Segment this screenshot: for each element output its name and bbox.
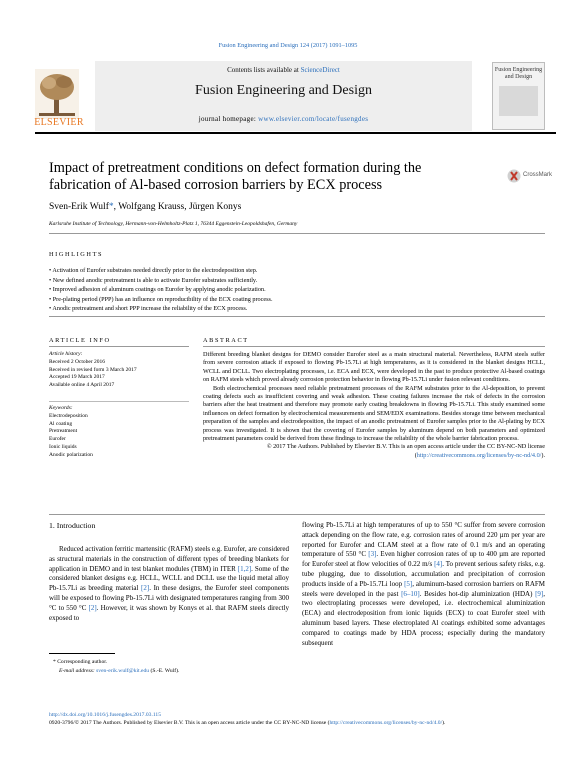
journal-cover-thumbnail <box>492 62 545 130</box>
homepage-link[interactable]: www.elsevier.com/locate/fusengdes <box>258 115 369 123</box>
elsevier-tree-logo <box>35 69 79 119</box>
keyword: Electrodeposition <box>49 412 88 419</box>
publisher-name: ELSEVIER <box>34 117 84 128</box>
highlight-item: • Pre-plating period (PPP) has an influence on reproducibility of the ECX coating process. <box>49 295 273 303</box>
citation-link[interactable]: [2] <box>88 603 97 612</box>
citation-link[interactable]: [2] <box>141 584 150 593</box>
journal-title: Fusion Engineering and Design <box>195 83 372 98</box>
corresponding-author-note: * Corresponding author. <box>53 659 108 665</box>
affiliation: Karlsruhe Institute of Technology, Hermann-von-Helmholtz-Platz 1, 76344 Eggenstein-Leopoldshafen, Germany <box>49 221 298 227</box>
cover-image <box>499 86 538 116</box>
history-label: Article history: <box>49 351 83 357</box>
keywords-label: Keywords: <box>49 404 73 411</box>
highlights-list <box>49 266 549 314</box>
body-text: . Some of the considered blanket designs e.g. HCLL, WCLL and DCLL use the liquid metal alloy Pb-15.7Li as breeding material <box>49 564 289 593</box>
footnote <box>49 658 289 676</box>
abstract-paragraph: Both electrochemical processes need reliable pretreatment processes of the RAFM substrates prior to the Al-deposition, to prevent coating defects such as insufficient covering and weak adhesion. These coating failures increase the risk of defects in the corrosion barriers after the heat treatment and therefore may promote early coating breakdowns in flowing Pb-15.7Li. This study examined some influences on defect formation by electrochemical measurements and SEM/EDX examinations. Besides storage time between mechanical preparation of the samples and electrodeposition, the impact of an anodic pretreatment of Eurofer samples prior to the Al-plating by ECX process was investigated. It is shown that the covering of Eurofer samples by aluminum depend on both parameters and optimized pretreatment parameters could be derived from these findings to increase the reliability of the whole barrier fabrication process. <box>203 384 545 443</box>
divider <box>49 346 189 347</box>
doi-link[interactable]: http://dx.doi.org/10.1016/j.fusengdes.2017.03.115 <box>49 712 162 718</box>
body-text: . Besides hot-dip aluminization (HDA) <box>419 589 536 598</box>
corresponding-mark[interactable]: * <box>108 202 114 212</box>
article-info-heading: ARTICLE INFO <box>49 337 111 344</box>
keyword: Al coating <box>49 420 73 427</box>
highlight-item: • Anodic pretreatment and short PPP increase the reliability of the ECX process. <box>49 305 248 313</box>
body-text: . To prevent serious safety risks, e.g. tube plugging, due to dissolution, accumulation and precipitation of corrosion products inside of a Pb-15.7Li loop <box>302 560 545 588</box>
page-footer <box>49 712 549 727</box>
intro-column-left <box>49 545 289 623</box>
highlight-item: • New defined anodic pretreatment is able to activate Eurofer substrates sufficiently. <box>49 276 258 284</box>
body-text: . However, it was shown by Konys et al. that RAFM steels directly exposed to <box>49 603 289 622</box>
journal-homepage: journal homepage: www.elsevier.com/locate/fusengdes <box>198 115 369 123</box>
header-rule <box>35 132 556 134</box>
sciencedirect-link[interactable]: ScienceDirect <box>300 66 340 74</box>
citation-link[interactable]: [5] <box>404 579 413 588</box>
body-text: . Even higher corrosion rates of up to 400 µm are reported for Eurofer steel at flow velocities of 0.22 m/s <box>302 550 545 569</box>
email-link[interactable]: sven-erik.wulf@kit.edu <box>96 667 150 674</box>
author-name[interactable]: Wolfgang Krauss <box>118 202 185 212</box>
citation-link[interactable]: [4] <box>434 560 443 569</box>
article-info <box>49 351 189 460</box>
history-item: Received in revised form 3 March 2017 <box>49 366 137 373</box>
citation-link[interactable]: [3] <box>368 550 377 559</box>
abstract-body <box>203 351 545 460</box>
abstract-heading: ABSTRACT <box>203 337 249 344</box>
body-text: Reduced activation ferritic martensitic (RAFM) steels e.g. Eurofer, are considered as structural materials in the construction of different types of breeding blankets for application in DEMO and in test blanket modules (TBM) in ITER <box>49 545 289 573</box>
highlight-item: • Improved adhesion of aluminum coatings on Eurofer by applying anodic polarization. <box>49 286 266 294</box>
footer-license-link[interactable]: http://creativecommons.org/licenses/by-nc-nd/4.0/ <box>329 719 443 726</box>
journal-reference[interactable]: Fusion Engineering and Design 124 (2017) 1091–1095 <box>218 42 358 49</box>
divider <box>49 316 545 317</box>
divider <box>49 233 545 234</box>
divider <box>49 401 189 402</box>
citation-link[interactable]: [6–10] <box>401 589 420 598</box>
body-text: , two electroplating processes were developed, i.e. electrochemical aluminization (ECA) and electrodeposition from ionic liquids (ECX) to coat Eurofer steel with aluminum based layers. These electroplated Al coatings exhibited some advantages compared to coatings made by HDA process; especially during the mandatory subsequent <box>302 589 545 647</box>
license-statement: © 2017 The Authors. Published by Elsevier B.V. This is an open access article under the CC BY-NC-ND license (http://creativecommons.org/licenses/by-nc-nd/4.0/). <box>266 443 545 459</box>
footnote-rule <box>49 653 115 654</box>
keyword: Pretreatment <box>49 428 78 435</box>
author-name[interactable]: Jürgen Konys <box>188 202 242 212</box>
intro-column-right <box>302 521 545 648</box>
divider <box>49 514 545 515</box>
history-item: Received 2 October 2016 <box>49 358 106 365</box>
abstract-paragraph: Different breeding blanket designs for DEMO consider Eurofer steel as a main structural material. Nevertheless, RAFM steels suffer from severe corrosion attack if exposed to flowing Pb-15.7Li at high temperatures, as it is considered in the blanket designs HCLL, WCLL and DCLL. Two electroplating processes, i.e. ECA and ECX, were developed in the past to produce protective Al-based coatings on RAFM steels which proved already corrosion protection behavior in flowing Pb-15.7Li under fusion relevant conditions. <box>203 351 545 384</box>
highlight-item: • Activation of Eurofer substrates needed directly prior to the electrodeposition step. <box>49 267 258 274</box>
body-text: flowing Pb-15.7Li at high temperatures of up to 550 °C suffer from severe corrosion attack depending on the flow rate, e.g. corrosion rates of around 220 µm per year are reported for Eurofer and CLAM steel at a flow rate of 0.1 m/s and an operating temperature of 550 °C <box>302 521 545 559</box>
keyword: Ionic liquids <box>49 443 77 450</box>
author-list: Sven-Erik Wulf*, Wolfgang Krauss, Jürgen Konys <box>49 202 242 212</box>
citation-link[interactable]: [9] <box>535 589 544 598</box>
body-text: , aluminum-based corrosion barriers on RAFM steels were developed in the past <box>302 579 546 598</box>
crossmark-label: CrossMark <box>523 172 553 178</box>
contents-line: Contents lists available at ScienceDirect <box>227 66 340 74</box>
divider <box>203 346 545 347</box>
citation-link[interactable]: [1,2] <box>237 564 252 573</box>
history-item: Available online 4 April 2017 <box>49 382 115 389</box>
keyword: Eurofer <box>49 436 66 443</box>
article-title: Impact of pretreatment conditions on defect formation during the fabrication of Al-based corrosion barriers by ECX process <box>49 160 422 193</box>
highlights-heading: HIGHLIGHTS <box>49 251 104 258</box>
license-link[interactable]: http://creativecommons.org/licenses/by-nc-nd/4.0/ <box>416 451 542 459</box>
body-text: . In these designs, the Eurofer steel components will be exposed to flowing Pb-15.7Li with designated temperatures ranging from 300 °C to 550 °C <box>49 584 290 612</box>
issn-copyright: 0920-3796/© 2017 The Authors. Published by Elsevier B.V. This is an open access article under the CC BY-NC-ND license (http://creativecommons.org/licenses/by-nc-nd/4.0/). <box>49 719 446 726</box>
section-heading-introduction: 1. Introduction <box>49 521 96 530</box>
keyword: Anodic polarization <box>49 451 93 458</box>
crossmark-badge[interactable] <box>507 168 557 184</box>
email-note: E-mail address: sven-erik.wulf@kit.edu (S.-E. Wulf). <box>59 667 180 674</box>
author-name[interactable]: Sven-Erik Wulf <box>49 202 109 212</box>
cover-title: Fusion Engineering and Design <box>494 67 543 80</box>
history-item: Accepted 19 March 2017 <box>49 374 105 381</box>
